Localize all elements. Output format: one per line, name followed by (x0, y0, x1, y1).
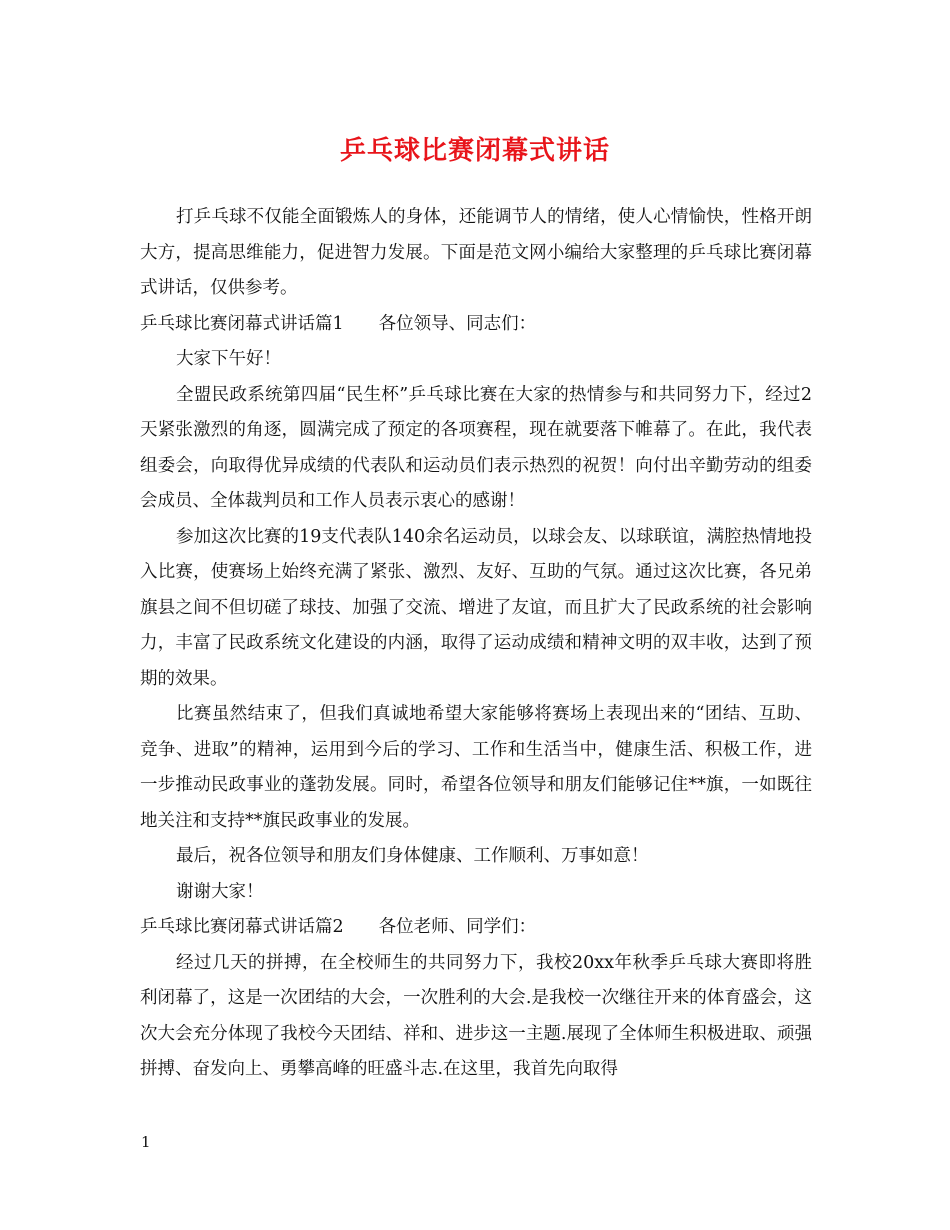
document-body (140, 200, 812, 1088)
greeting-paragraph: 大家下午好！ (176, 349, 281, 369)
document-title: 乒乓球比赛闭幕式讲话 (339, 136, 610, 166)
body-paragraph: 经过几天的拼搏，在全校师生的共同努力下，我校20xx年秋季乒乓球大赛即将胜利闭幕了，这是一次团结的大会，一次胜利的大会.是我校一次继往开来的体育盛会，这次大会充分体现了我校今天团结、祥和、进步这一主题.展现了全体师生积极进取、顽强拼搏、奋发向上、勇攀高峰的旺盛斗志.在这里，我首先向取得 (140, 952, 812, 1079)
section-heading-2: 乒乓球比赛闭幕式讲话篇2 各位老师、同学们： (140, 917, 537, 937)
closing-wishes-paragraph: 最后，祝各位领导和朋友们身体健康、工作顺利、万事如意！ (176, 846, 649, 866)
section-heading-1: 乒乓球比赛闭幕式讲话篇1 各位领导、同志们： (140, 313, 537, 334)
thanks-paragraph: 谢谢大家！ (176, 881, 264, 902)
body-paragraph: 参加这次比赛的19支代表队140余名运动员，以球会友、以球联谊，满腔热情地投入比赛，使赛场上始终充满了紧张、激烈、友好、互助的气氛。通过这次比赛，各兄弟旗县之间不但切磋了球技、加强了交流、增进了友谊，而且扩大了民政系统的社会影响力，丰富了民政系统文化建设的内涵，取得了运动成绩和精神文明的双丰收，达到了预期的效果。 (140, 526, 812, 689)
intro-paragraph: 打乒乓球不仅能全面锻炼人的身体，还能调节人的情绪，使人心情愉快，性格开朗大方，提高思维能力，促进智力发展。下面是范文网小编给大家整理的乒乓球比赛闭幕式讲话，仅供参考。 (140, 207, 812, 298)
body-paragraph: 全盟民政系统第四届“民生杯”乒乓球比赛在大家的热情参与和共同努力下，经过2天紧张激烈的角逐，圆满完成了预定的各项赛程，现在就要落下帷幕了。在此，我代表组委会，向取得优异成绩的代表队和运动员们表示热烈的祝贺！向付出辛勤劳动的组委会成员、全体裁判员和工作人员表示衷心的感谢！ (140, 384, 812, 511)
body-paragraph: 比赛虽然结束了，但我们真诚地希望大家能够将赛场上表现出来的“团结、互助、竞争、进取”的精神，运用到今后的学习、工作和生活当中，健康生活、积极工作，进一步推动民政事业的蓬勃发展。同时，希望各位领导和朋友们能够记住**旗，一如既往地关注和支持**旗民政事业的发展。 (140, 704, 812, 831)
page-number: 1 (141, 1133, 151, 1151)
